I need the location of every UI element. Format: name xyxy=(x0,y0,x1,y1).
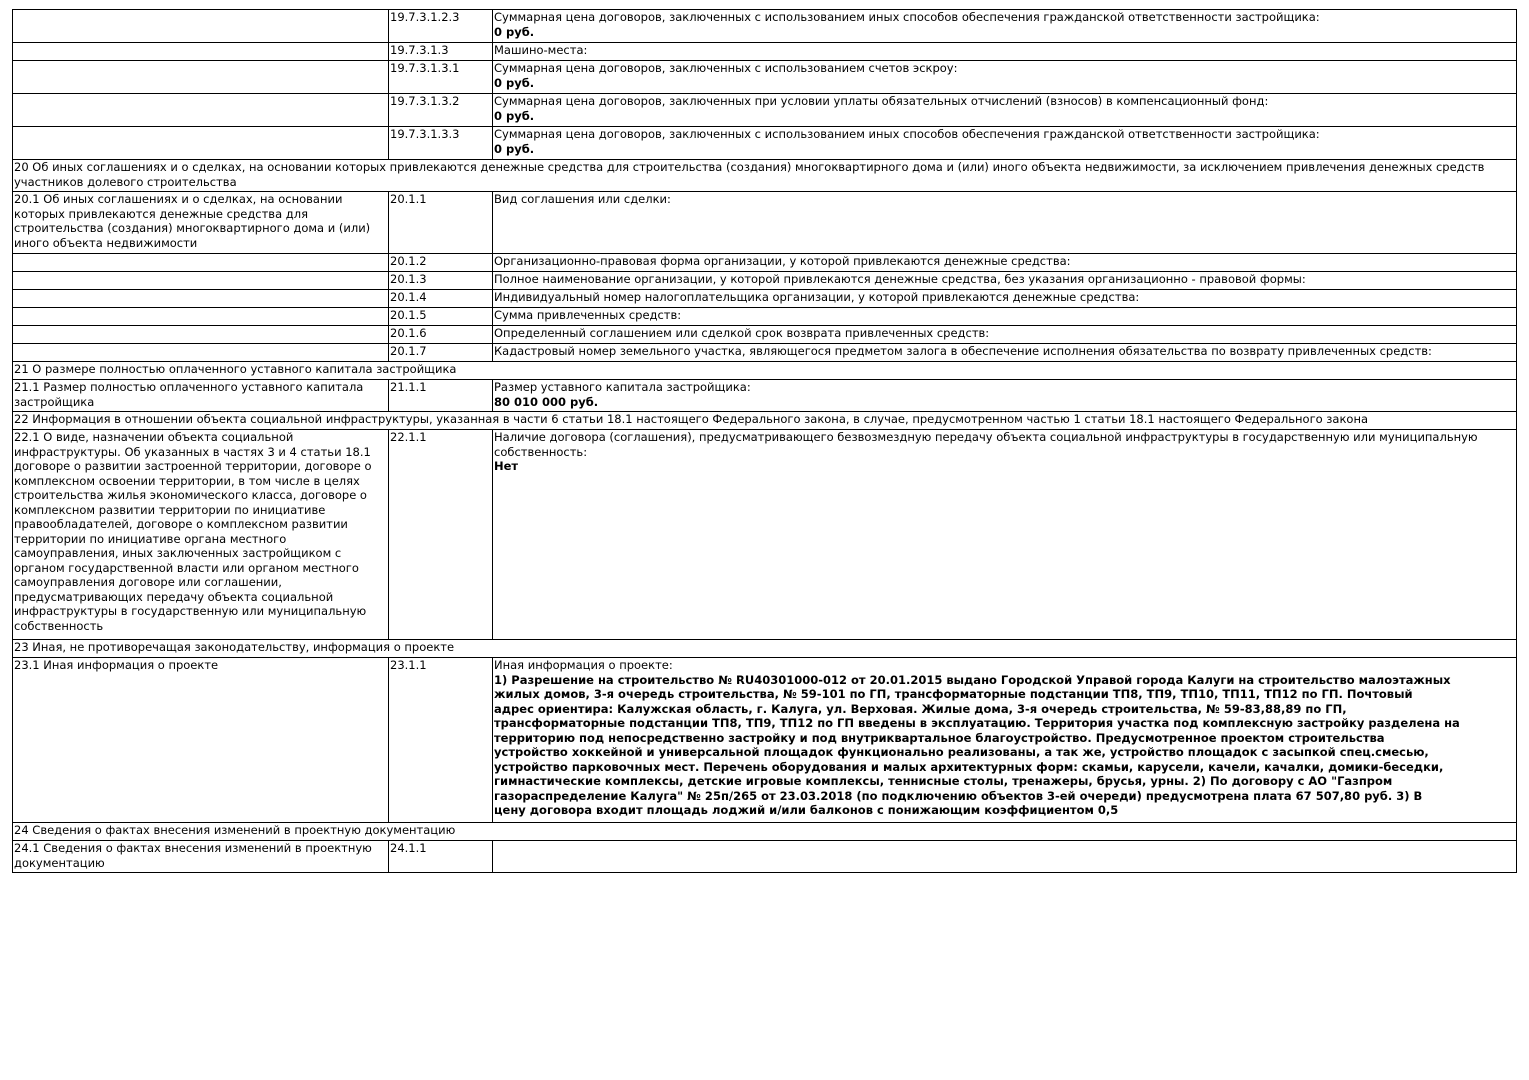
item-value: 0 руб. xyxy=(494,108,535,123)
section-heading-row xyxy=(13,160,1517,192)
table-row xyxy=(13,192,1517,254)
item-number: 20.1.6 xyxy=(389,326,493,344)
item-content xyxy=(493,430,1517,640)
item-label: Вид соглашения или сделки: xyxy=(493,192,1517,254)
section-cell xyxy=(13,344,389,362)
item-content xyxy=(493,94,1517,127)
section-heading-row xyxy=(13,362,1517,380)
section-heading: 22 Информация в отношении объекта социальной инфраструктуры, указанная в части 6 статьи 18.1 настоящего Федерального закона, в случае, предусмотренном частью 1 статьи 18.1 настоящего Федерального закона xyxy=(13,412,1517,430)
section-cell xyxy=(13,272,389,290)
item-value: 80 010 000 руб. xyxy=(494,394,599,409)
item-content xyxy=(493,658,1517,823)
item-content xyxy=(493,127,1517,160)
item-value xyxy=(493,841,1517,873)
item-label: Полное наименование организации, у которой привлекаются денежные средства, без указания организационно - правовой формы: xyxy=(493,272,1517,290)
table-row xyxy=(13,290,1517,308)
section-cell xyxy=(13,10,389,43)
section-heading-row xyxy=(13,823,1517,841)
item-value: 0 руб. xyxy=(494,141,535,156)
item-number: 21.1.1 xyxy=(389,380,493,412)
table-row xyxy=(13,254,1517,272)
item-number: 19.7.3.1.2.3 xyxy=(389,10,493,43)
table-row xyxy=(13,10,1517,43)
subsection-title: 20.1 Об иных соглашениях и о сделках, на основании которых привлекаются денежные средства для строительства (создания) многоквартирного дома и (или) иного объекта недвижимости xyxy=(13,192,389,254)
table-row xyxy=(13,344,1517,362)
item-content xyxy=(493,10,1517,43)
table-row xyxy=(13,94,1517,127)
item-label: Организационно-правовая форма организации, у которой привлекаются денежные средства: xyxy=(493,254,1517,272)
item-value: Нет xyxy=(494,459,519,473)
section-cell xyxy=(13,326,389,344)
item-number: 22.1.1 xyxy=(389,430,493,640)
section-heading: 23 Иная, не противоречащая законодательству, информация о проекте xyxy=(13,640,1517,658)
item-label: Суммарная цена договоров, заключенных с использованием иных способов обеспечения гражданской ответственности застройщика: xyxy=(494,127,1320,141)
section-cell xyxy=(13,61,389,94)
item-number: 24.1.1 xyxy=(389,841,493,873)
item-number: 20.1.3 xyxy=(389,272,493,290)
item-number: 20.1.1 xyxy=(389,192,493,254)
item-label: Суммарная цена договоров, заключенных с использованием иных способов обеспечения гражданской ответственности застройщика: xyxy=(494,10,1320,24)
section-heading: 20 Об иных соглашениях и о сделках, на основании которых привлекаются денежные средства для строительства (создания) многоквартирного дома и (или) иного объекта недвижимости, за исключением привлечения денежных средств участников долевого строительства xyxy=(13,160,1517,192)
section-heading: 24 Сведения о фактах внесения изменений в проектную документацию xyxy=(13,823,1517,841)
table-row xyxy=(13,430,1517,640)
item-number: 20.1.7 xyxy=(389,344,493,362)
item-number: 20.1.5 xyxy=(389,308,493,326)
item-label: Сумма привлеченных средств: xyxy=(493,308,1517,326)
section-cell xyxy=(13,127,389,160)
item-label: Суммарная цена договоров, заключенных с использованием счетов эскроу: xyxy=(494,61,958,75)
subsection-title: 24.1 Сведения о фактах внесения изменений в проектную документацию xyxy=(13,841,389,873)
item-value: 1) Разрешение на строительство № RU40301000-012 от 20.01.2015 выдано Городской Управой города Калуги на строительство малоэтажных жилых домов, 3-я очередь строительства, № 59-101 по ГП, трансформаторные подстанции ТП8, ТП9, ТП10, ТП11, ТП12 по ГП. Почтовый адрес ориентира: Калужская область, г. Калуга, ул. Верховая. Жилые дома, 3-я очередь строительства, № 59-83,88,89 по ГП, трансформаторные подстанции ТП8, ТП9, ТП12 по ГП введены в эксплуатацию. Территория участка под комплексную застройку разделена на территорию под непосредственно застройку и под внутриквартальное благоустройство. Предусмотренное проектом строительства устройство хоккейной и универсальной площадок функционально реализованы, а так же, устройство площадок с засыпкой спец.смесью, устройство парковочных мест. Перечень оборудования и малых архитектурных форм: скамьи, карусели, качели, качалки, домики-беседки, гимнастические комплексы, детские игровые комплексы, теннисные столы, тренажеры, брусья, урны. 2) По договору с АО "Газпром газораспределение Калуга" № 25п/265 от 23.03.2018 (по подключению объектов 3-ей очереди) предусмотрена плата 67 507,80 руб. 3) В цену договора входит площадь лоджий и/или балконов с понижающим коэффициентом 0,5 xyxy=(494,672,1460,817)
item-label: Определенный соглашением или сделкой срок возврата привлеченных средств: xyxy=(493,326,1517,344)
section-heading-row xyxy=(13,640,1517,658)
item-label: Кадастровый номер земельного участка, являющегося предметом залога в обеспечение исполнения обязательства по возврату привлеченных средств: xyxy=(493,344,1517,362)
item-label: Суммарная цена договоров, заключенных при условии уплаты обязательных отчислений (взносов) в компенсационный фонд: xyxy=(494,94,1269,108)
item-number: 23.1.1 xyxy=(389,658,493,823)
item-number: 19.7.3.1.3.3 xyxy=(389,127,493,160)
table-row xyxy=(13,326,1517,344)
item-value: 0 руб. xyxy=(494,75,535,90)
table-row xyxy=(13,61,1517,94)
section-cell xyxy=(13,254,389,272)
table-row xyxy=(13,127,1517,160)
section-cell xyxy=(13,43,389,61)
section-heading: 21 О размере полностью оплаченного уставного капитала застройщика xyxy=(13,362,1517,380)
table-row xyxy=(13,272,1517,290)
subsection-title: 21.1 Размер полностью оплаченного уставного капитала застройщика xyxy=(13,380,389,412)
item-number: 19.7.3.1.3.2 xyxy=(389,94,493,127)
item-content xyxy=(493,61,1517,94)
item-content xyxy=(493,43,1517,61)
section-heading-row xyxy=(13,412,1517,430)
item-number: 19.7.3.1.3 xyxy=(389,43,493,61)
item-value: 0 руб. xyxy=(494,24,535,39)
item-content xyxy=(493,380,1517,412)
table-row xyxy=(13,380,1517,412)
table-row xyxy=(13,841,1517,873)
section-cell xyxy=(13,290,389,308)
item-label: Размер уставного капитала застройщика: xyxy=(494,380,751,394)
item-label: Машино-места: xyxy=(494,43,588,57)
item-number: 20.1.2 xyxy=(389,254,493,272)
item-number: 19.7.3.1.3.1 xyxy=(389,61,493,94)
table-row xyxy=(13,658,1517,823)
item-number: 20.1.4 xyxy=(389,290,493,308)
section-cell xyxy=(13,308,389,326)
section-cell xyxy=(13,94,389,127)
item-label: Индивидуальный номер налогоплательщика организации, у которой привлекаются денежные средства: xyxy=(493,290,1517,308)
declaration-table xyxy=(12,9,1517,873)
item-label: Иная информация о проекте: xyxy=(494,658,673,672)
table-row xyxy=(13,308,1517,326)
table-row xyxy=(13,43,1517,61)
item-label: Наличие договора (соглашения), предусматривающего безвозмездную передачу объекта социальной инфраструктуры в государственную или муниципальную собственность: xyxy=(494,430,1478,459)
subsection-title: 23.1 Иная информация о проекте xyxy=(13,658,389,823)
subsection-title: 22.1 О виде, назначении объекта социальной инфраструктуры. Об указанных в частях 3 и 4 статьи 18.1 договоре о развитии застроенной территории, договоре о комплексном освоении территории, в том числе в целях строительства жилья экономического класса, договоре о комплексном развитии территории по инициативе правообладателей, договоре о комплексном развитии территории по инициативе органа местного самоуправления, иных заключенных застройщиком с органом государственной власти или органом местного самоуправления договоре или соглашении, предусматривающих передачу объекта социальной инфраструктуры в государственную или муниципальную собственность xyxy=(13,430,389,640)
